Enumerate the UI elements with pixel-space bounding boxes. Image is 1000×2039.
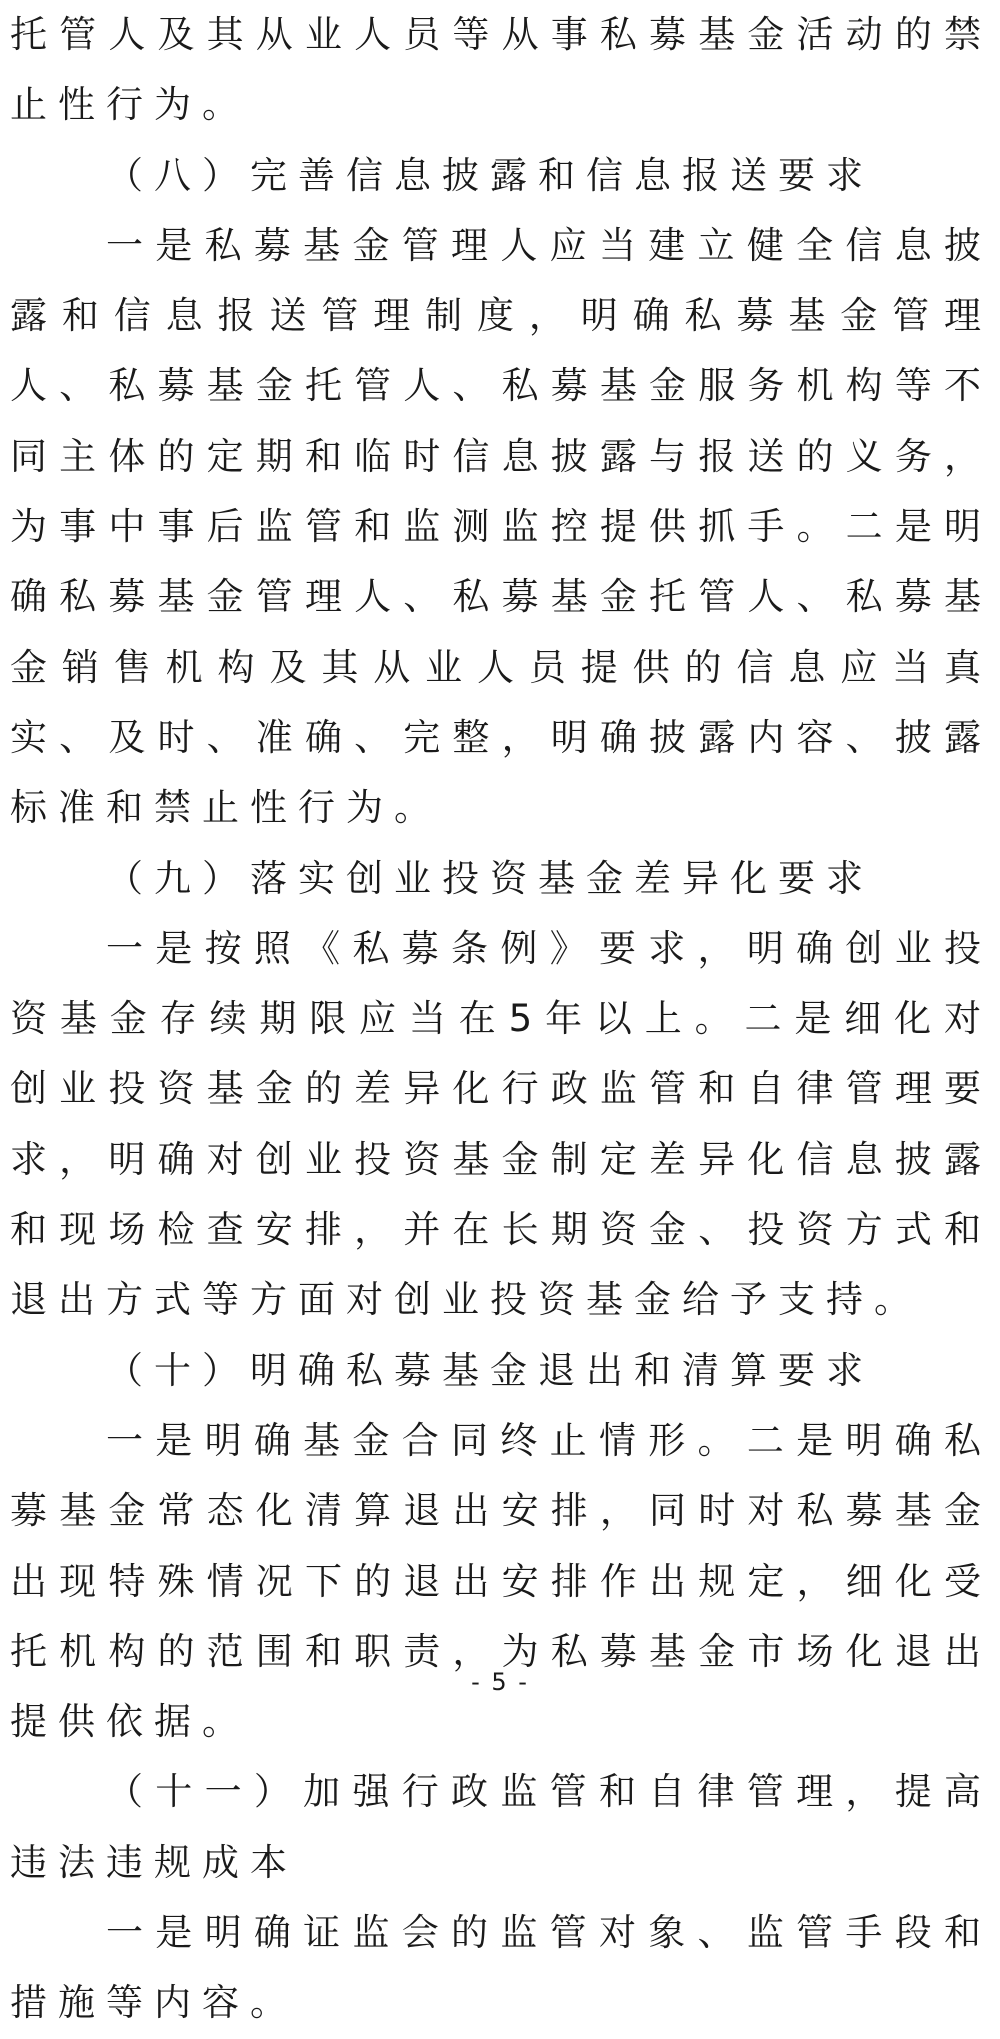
section-heading-8: （八）完善信息披露和信息报送要求	[106, 153, 874, 197]
paragraph-continuation: 托管人及其从业人员等从事私募基金活动的禁止性行为。	[10, 13, 992, 127]
page-number: - 5 -	[471, 1668, 529, 1696]
paragraph-section-8: 一是私募基金管理人应当建立健全信息披露和信息报送管理制度，明确私募基金管理人、私募基金托管人、私募基金服务机构等不同主体的定期和临时信息披露与报送的义务，为事中事后监管和监测监控提供抓手。二是明确私募基金管理人、私募基金托管人、私募基金销售机构及其从业人员提供的信息应当真实、及时、准确、完整，明确披露内容、披露标准和禁止性行为。	[10, 223, 992, 830]
paragraph-section-9: 一是按照《私募条例》要求，明确创业投资基金存续期限应当在5年以上。二是细化对创业投资基金的差异化行政监管和自律管理要求，明确对创业投资基金制定差异化信息披露和现场检查安排，并在长期资金、投资方式和退出方式等方面对创业投资基金给予支持。	[10, 926, 992, 1322]
document-body	[10, 0, 992, 2039]
section-heading-11: （十一）加强行政监管和自律管理，提高违法违规成本	[10, 1770, 992, 1884]
section-heading-9: （九）落实创业投资基金差异化要求	[106, 856, 874, 900]
paragraph-section-10: 一是明确基金合同终止情形。二是明确私募基金常态化清算退出安排，同时对私募基金出现特殊情况下的退出安排作出规定，细化受托机构的范围和职责，为私募基金市场化退出提供依据。	[10, 1418, 992, 1744]
paragraph-section-11: 一是明确证监会的监管对象、监管手段和措施等内容。	[10, 1911, 992, 2025]
section-heading-10: （十）明确私募基金退出和清算要求	[106, 1348, 874, 1392]
